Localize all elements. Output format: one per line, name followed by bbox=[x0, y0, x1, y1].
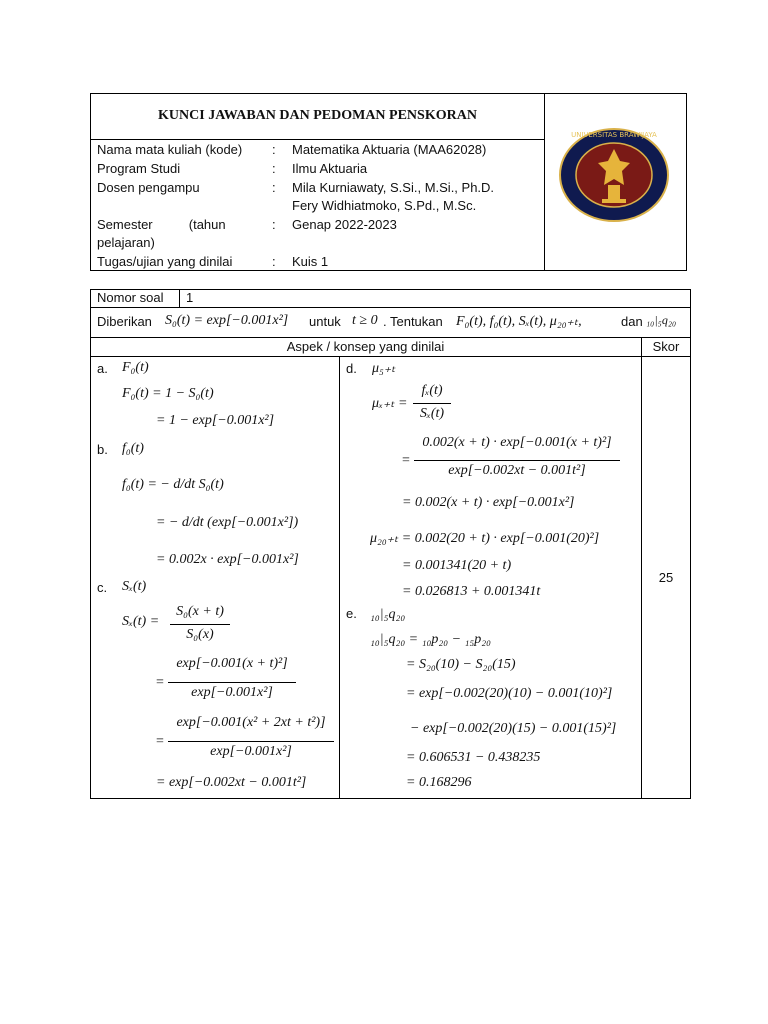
prompt-last: ₁₀|₅q₂₀ bbox=[646, 313, 677, 327]
answer-d-line-6: = 0.026813 + 0.001341t bbox=[402, 584, 541, 599]
aspek-header: Aspek / konsep yang dinilai bbox=[286, 339, 445, 354]
answer-e-line-1: ₁₀|₅q₂₀ = ₁₀p₂₀ − ₁₅p₂₀ bbox=[370, 632, 492, 647]
skor-divider bbox=[641, 337, 642, 799]
answer-d-label: d. bbox=[346, 361, 357, 376]
answer-c-label: c. bbox=[97, 580, 108, 595]
answer-b-line-2: = − d/dt (exp[−0.001x²]) bbox=[156, 515, 299, 530]
answer-d-head: μ₅₊ₜ bbox=[372, 361, 396, 376]
answer-a-head: F₀(t) bbox=[122, 360, 149, 375]
answer-d-line-1-den: Sₓ(t) bbox=[419, 406, 445, 421]
answer-c-line-3-bar bbox=[168, 741, 334, 742]
answer-b-line-1: f₀(t) = − d/dt S₀(t) bbox=[122, 477, 224, 492]
page-title: KUNCI JAWABAN DAN PEDOMAN PENSKORAN bbox=[158, 108, 477, 123]
answer-a-line-2: = 1 − exp[−0.001x²] bbox=[156, 413, 275, 428]
prompt-dan: dan bbox=[621, 314, 643, 329]
answer-d-line-5: = 0.001341(20 + t) bbox=[402, 558, 512, 573]
answer-c-line-2-den: exp[−0.001x²] bbox=[191, 685, 273, 700]
answer-e-label: e. bbox=[346, 606, 357, 621]
prompt-mid: untuk bbox=[309, 314, 341, 329]
prompt-formula: S₀(t) = exp[−0.001x²] bbox=[165, 313, 289, 328]
prompt-tentukan: . Tentukan bbox=[383, 314, 443, 329]
row-value-task: Kuis 1 bbox=[292, 254, 329, 269]
row-colon-task: : bbox=[272, 254, 276, 269]
answer-c-line-1-den: S₀(x) bbox=[186, 627, 214, 642]
answer-c-line-2-num: exp[−0.001(x + t)²] bbox=[176, 656, 288, 671]
row-divider-2 bbox=[90, 337, 691, 338]
row-value-lecturer-1: Mila Kurniawaty, S.Si., M.Si., Ph.D. bbox=[292, 180, 495, 195]
row-divider-1 bbox=[90, 307, 691, 308]
answer-e-head: ₁₀|₅q₂₀ bbox=[370, 607, 406, 622]
answer-d-line-2-den: exp[−0.002xt − 0.001t²] bbox=[448, 463, 586, 478]
row-colon-lecturer: : bbox=[272, 180, 276, 195]
row-colon-course: : bbox=[272, 142, 276, 157]
row-value-course: Matematika Aktuaria (MAA62028) bbox=[292, 142, 487, 157]
answer-d-line-2-num: 0.002(x + t) · exp[−0.001(x + t)²] bbox=[422, 435, 612, 450]
answer-c-line-4: = exp[−0.002xt − 0.001t²] bbox=[156, 775, 307, 790]
row-colon-semester: : bbox=[272, 217, 276, 232]
prompt-targets: F₀(t), f₀(t), Sₓ(t), μ₂₀₊ₜ, bbox=[456, 314, 582, 329]
answer-d-line-2-eq: = bbox=[402, 453, 410, 468]
answer-d-line-1-num: fₓ(t) bbox=[421, 383, 443, 398]
row-label-course: Nama mata kuliah (kode) bbox=[97, 142, 243, 157]
row-label-lecturer: Dosen pengampu bbox=[97, 180, 200, 195]
row-label-task: Tugas/ujian yang dinilai bbox=[97, 254, 233, 269]
answer-e-line-4: − exp[−0.002(20)(15) − 0.001(15)²] bbox=[410, 721, 617, 736]
answer-c-line-2-eq: = bbox=[156, 675, 164, 690]
row-label-program: Program Studi bbox=[97, 161, 181, 176]
answer-c-line-3-den: exp[−0.001x²] bbox=[210, 744, 292, 759]
answer-d-line-4: μ₂₀₊ₜ = 0.002(20 + t) · exp[−0.001(20)²] bbox=[370, 531, 600, 546]
answer-b-head: f₀(t) bbox=[122, 441, 144, 456]
answer-c-line-1-num: S₀(x + t) bbox=[176, 604, 224, 619]
nomor-divider bbox=[179, 289, 180, 307]
answer-e-line-6: = 0.168296 bbox=[406, 775, 472, 790]
answer-d-line-3: = 0.002(x + t) · exp[−0.001x²] bbox=[402, 495, 575, 510]
university-logo bbox=[558, 127, 670, 223]
skor-header: Skor bbox=[652, 339, 680, 354]
prompt-cond: t ≥ 0 bbox=[352, 313, 378, 328]
answer-b-label: b. bbox=[97, 442, 108, 457]
answer-c-line-1-lhs: Sₓ(t) = bbox=[122, 614, 160, 629]
answer-e-line-2: = S₂₀(10) − S₂₀(15) bbox=[406, 657, 516, 672]
row-value-semester: Genap 2022-2023 bbox=[292, 217, 397, 232]
answer-d-line-1-lhs: μₓ₊ₜ = bbox=[372, 396, 408, 411]
row-colon-program: : bbox=[272, 161, 276, 176]
answer-e-line-3: = exp[−0.002(20)(10) − 0.001(10)²] bbox=[406, 686, 613, 701]
header-title-divider bbox=[90, 139, 545, 140]
answer-c-line-2-bar bbox=[168, 682, 296, 683]
answer-b-line-3: = 0.002x · exp[−0.001x²] bbox=[156, 552, 299, 567]
prompt-intro: Diberikan bbox=[97, 314, 152, 329]
svg-text:UNIVERSITAS BRAWIJAYA: UNIVERSITAS BRAWIJAYA bbox=[571, 131, 657, 139]
answer-c-line-3-eq: = bbox=[156, 734, 164, 749]
answer-e-line-5: = 0.606531 − 0.438235 bbox=[406, 750, 541, 765]
answer-d-line-2-bar bbox=[414, 460, 620, 461]
nomor-value: 1 bbox=[186, 290, 194, 305]
answer-c-line-1-bar bbox=[170, 624, 230, 625]
row-divider-3 bbox=[90, 356, 691, 357]
column-divider bbox=[339, 356, 340, 799]
row-label-semester: Semester (tahun bbox=[97, 217, 226, 232]
answer-a-line-1: F₀(t) = 1 − S₀(t) bbox=[122, 386, 214, 401]
answer-a-label: a. bbox=[97, 361, 108, 376]
row-value-lecturer-2: Fery Widhiatmoko, S.Pd., M.Sc. bbox=[292, 198, 477, 213]
answer-c-line-3-num: exp[−0.001(x² + 2xt + t²)] bbox=[176, 715, 326, 730]
row-value-program: Ilmu Aktuaria bbox=[292, 161, 368, 176]
skor-value: 25 bbox=[658, 570, 674, 585]
row-label-semester-2: pelajaran) bbox=[97, 235, 155, 250]
answer-c-head: Sₓ(t) bbox=[122, 579, 147, 594]
nomor-label: Nomor soal bbox=[97, 290, 164, 305]
answer-d-line-1-bar bbox=[413, 403, 451, 404]
